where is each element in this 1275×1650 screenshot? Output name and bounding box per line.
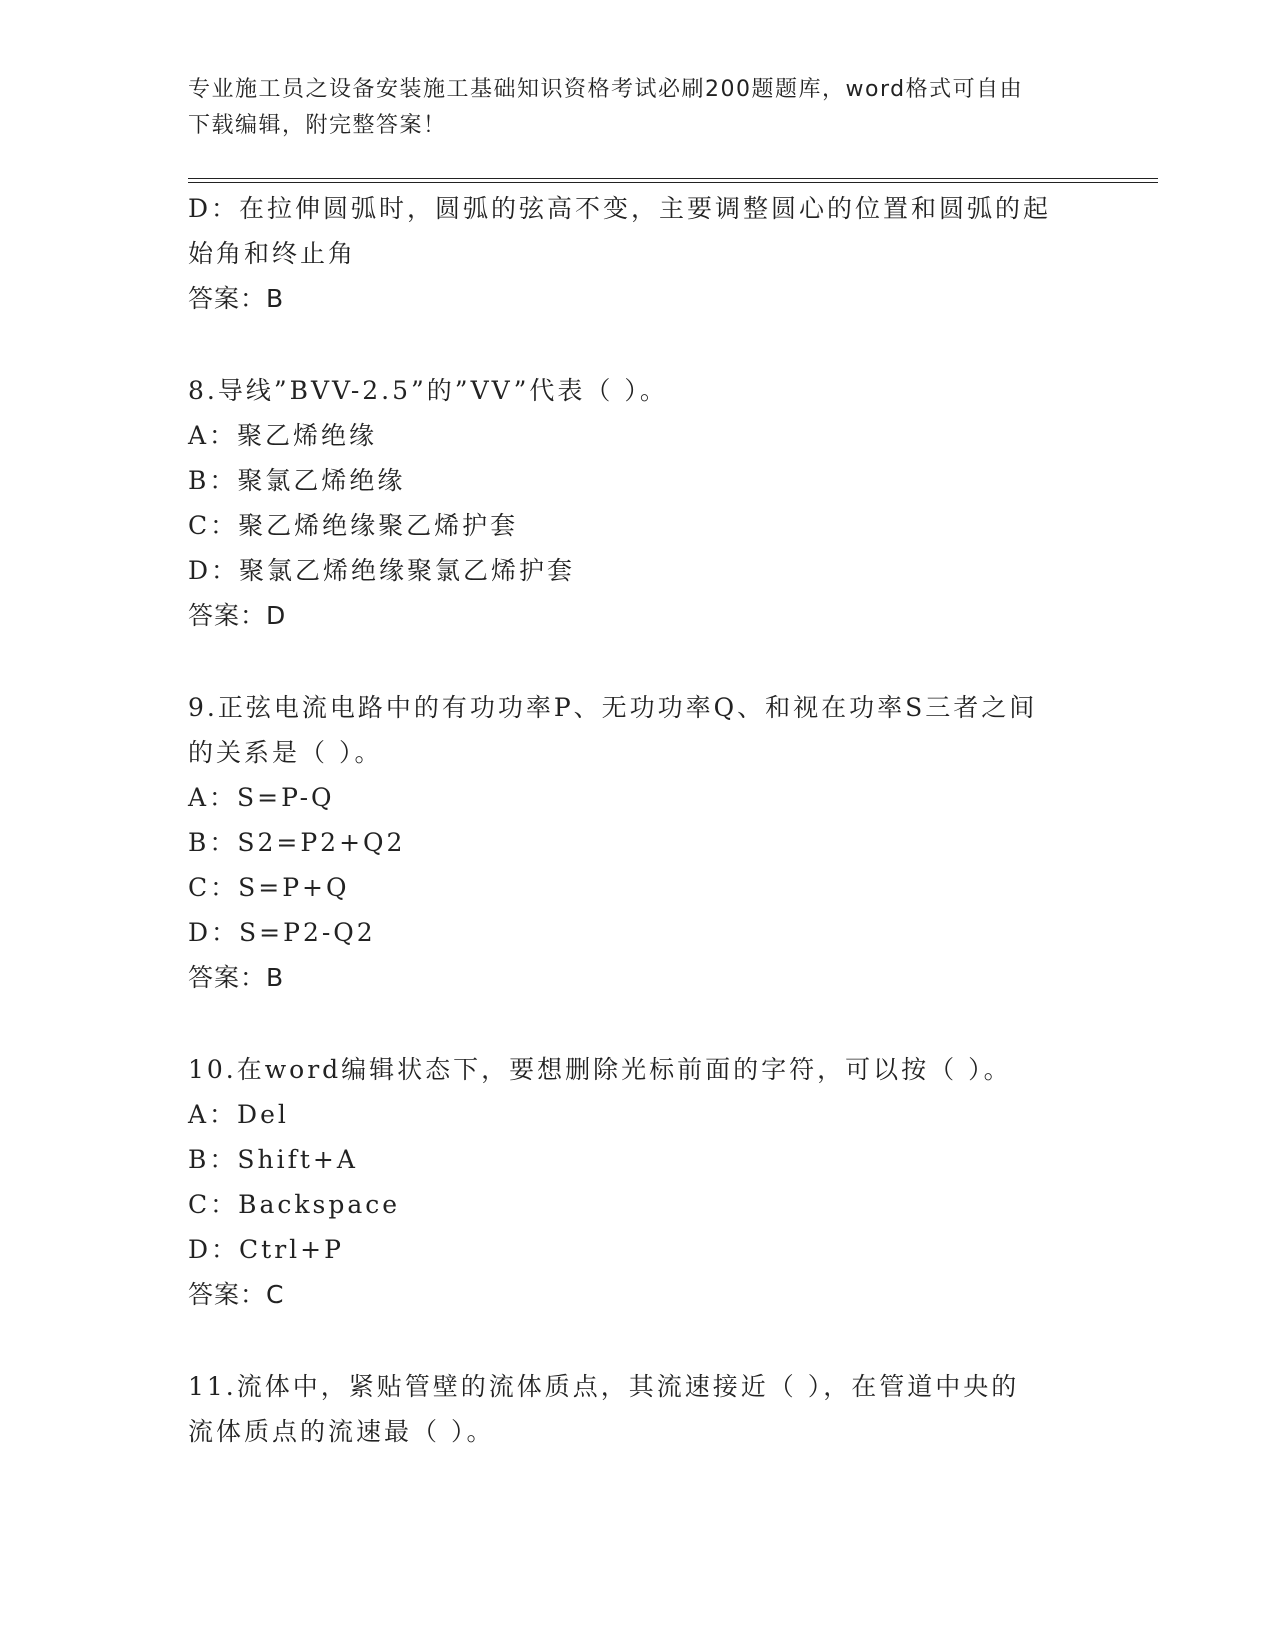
option-c: C：聚乙烯绝缘聚乙烯护套: [188, 511, 519, 540]
option-a: A：S=P-Q: [188, 783, 335, 812]
previous-question-tail: [188, 186, 1088, 321]
option-d: D：Ctrl+P: [188, 1235, 344, 1264]
page-header: [188, 72, 1068, 144]
option-a: A：Del: [188, 1100, 289, 1129]
answer-line: 答案：B: [188, 963, 285, 992]
option-b: B：聚氯乙烯绝缘: [188, 466, 406, 495]
option-b: B：S2=P2+Q2: [188, 828, 406, 857]
question-stem-continued: 流体质点的流速最（ ）。: [188, 1417, 495, 1446]
question-stem: 11.流体中，紧贴管壁的流体质点，其流速接近（ ），在管道中央的: [188, 1372, 1020, 1401]
question-11: [188, 1364, 1088, 1454]
answer-line: 答案：D: [188, 601, 287, 630]
option-d: D：S=P2-Q2: [188, 918, 376, 947]
header-line-2: 下载编辑，附完整答案！: [188, 113, 447, 138]
question-9: [188, 685, 1088, 1000]
question-stem: 8.导线”BVV-2.5”的”VV”代表（ ）。: [188, 376, 668, 405]
header-double-rule: [188, 178, 1158, 183]
answer-line: 答案：B: [188, 284, 285, 313]
option-d: D：在拉伸圆弧时，圆弧的弦高不变，主要调整圆心的位置和圆弧的起: [188, 194, 1052, 223]
question-10: [188, 1047, 1088, 1317]
option-b: B：Shift+A: [188, 1145, 358, 1174]
option-c: C：Backspace: [188, 1190, 401, 1219]
option-c: C：S=P+Q: [188, 873, 350, 902]
option-d-continued: 始角和终止角: [188, 239, 357, 268]
option-d: D：聚氯乙烯绝缘聚氯乙烯护套: [188, 556, 576, 585]
question-stem: 9.正弦电流电路中的有功功率P、无功功率Q、和视在功率S三者之间: [188, 693, 1038, 722]
question-stem: 10.在word编辑状态下，要想删除光标前面的字符，可以按（ ）。: [188, 1055, 1012, 1084]
document-body: [188, 186, 1088, 1454]
question-stem-continued: 的关系是（ ）。: [188, 738, 383, 767]
option-a: A：聚乙烯绝缘: [188, 421, 378, 450]
answer-line: 答案：C: [188, 1280, 285, 1309]
question-8: [188, 368, 1088, 638]
header-line-1: 专业施工员之设备安装施工基础知识资格考试必刷200题题库，word格式可自由: [188, 77, 1024, 102]
